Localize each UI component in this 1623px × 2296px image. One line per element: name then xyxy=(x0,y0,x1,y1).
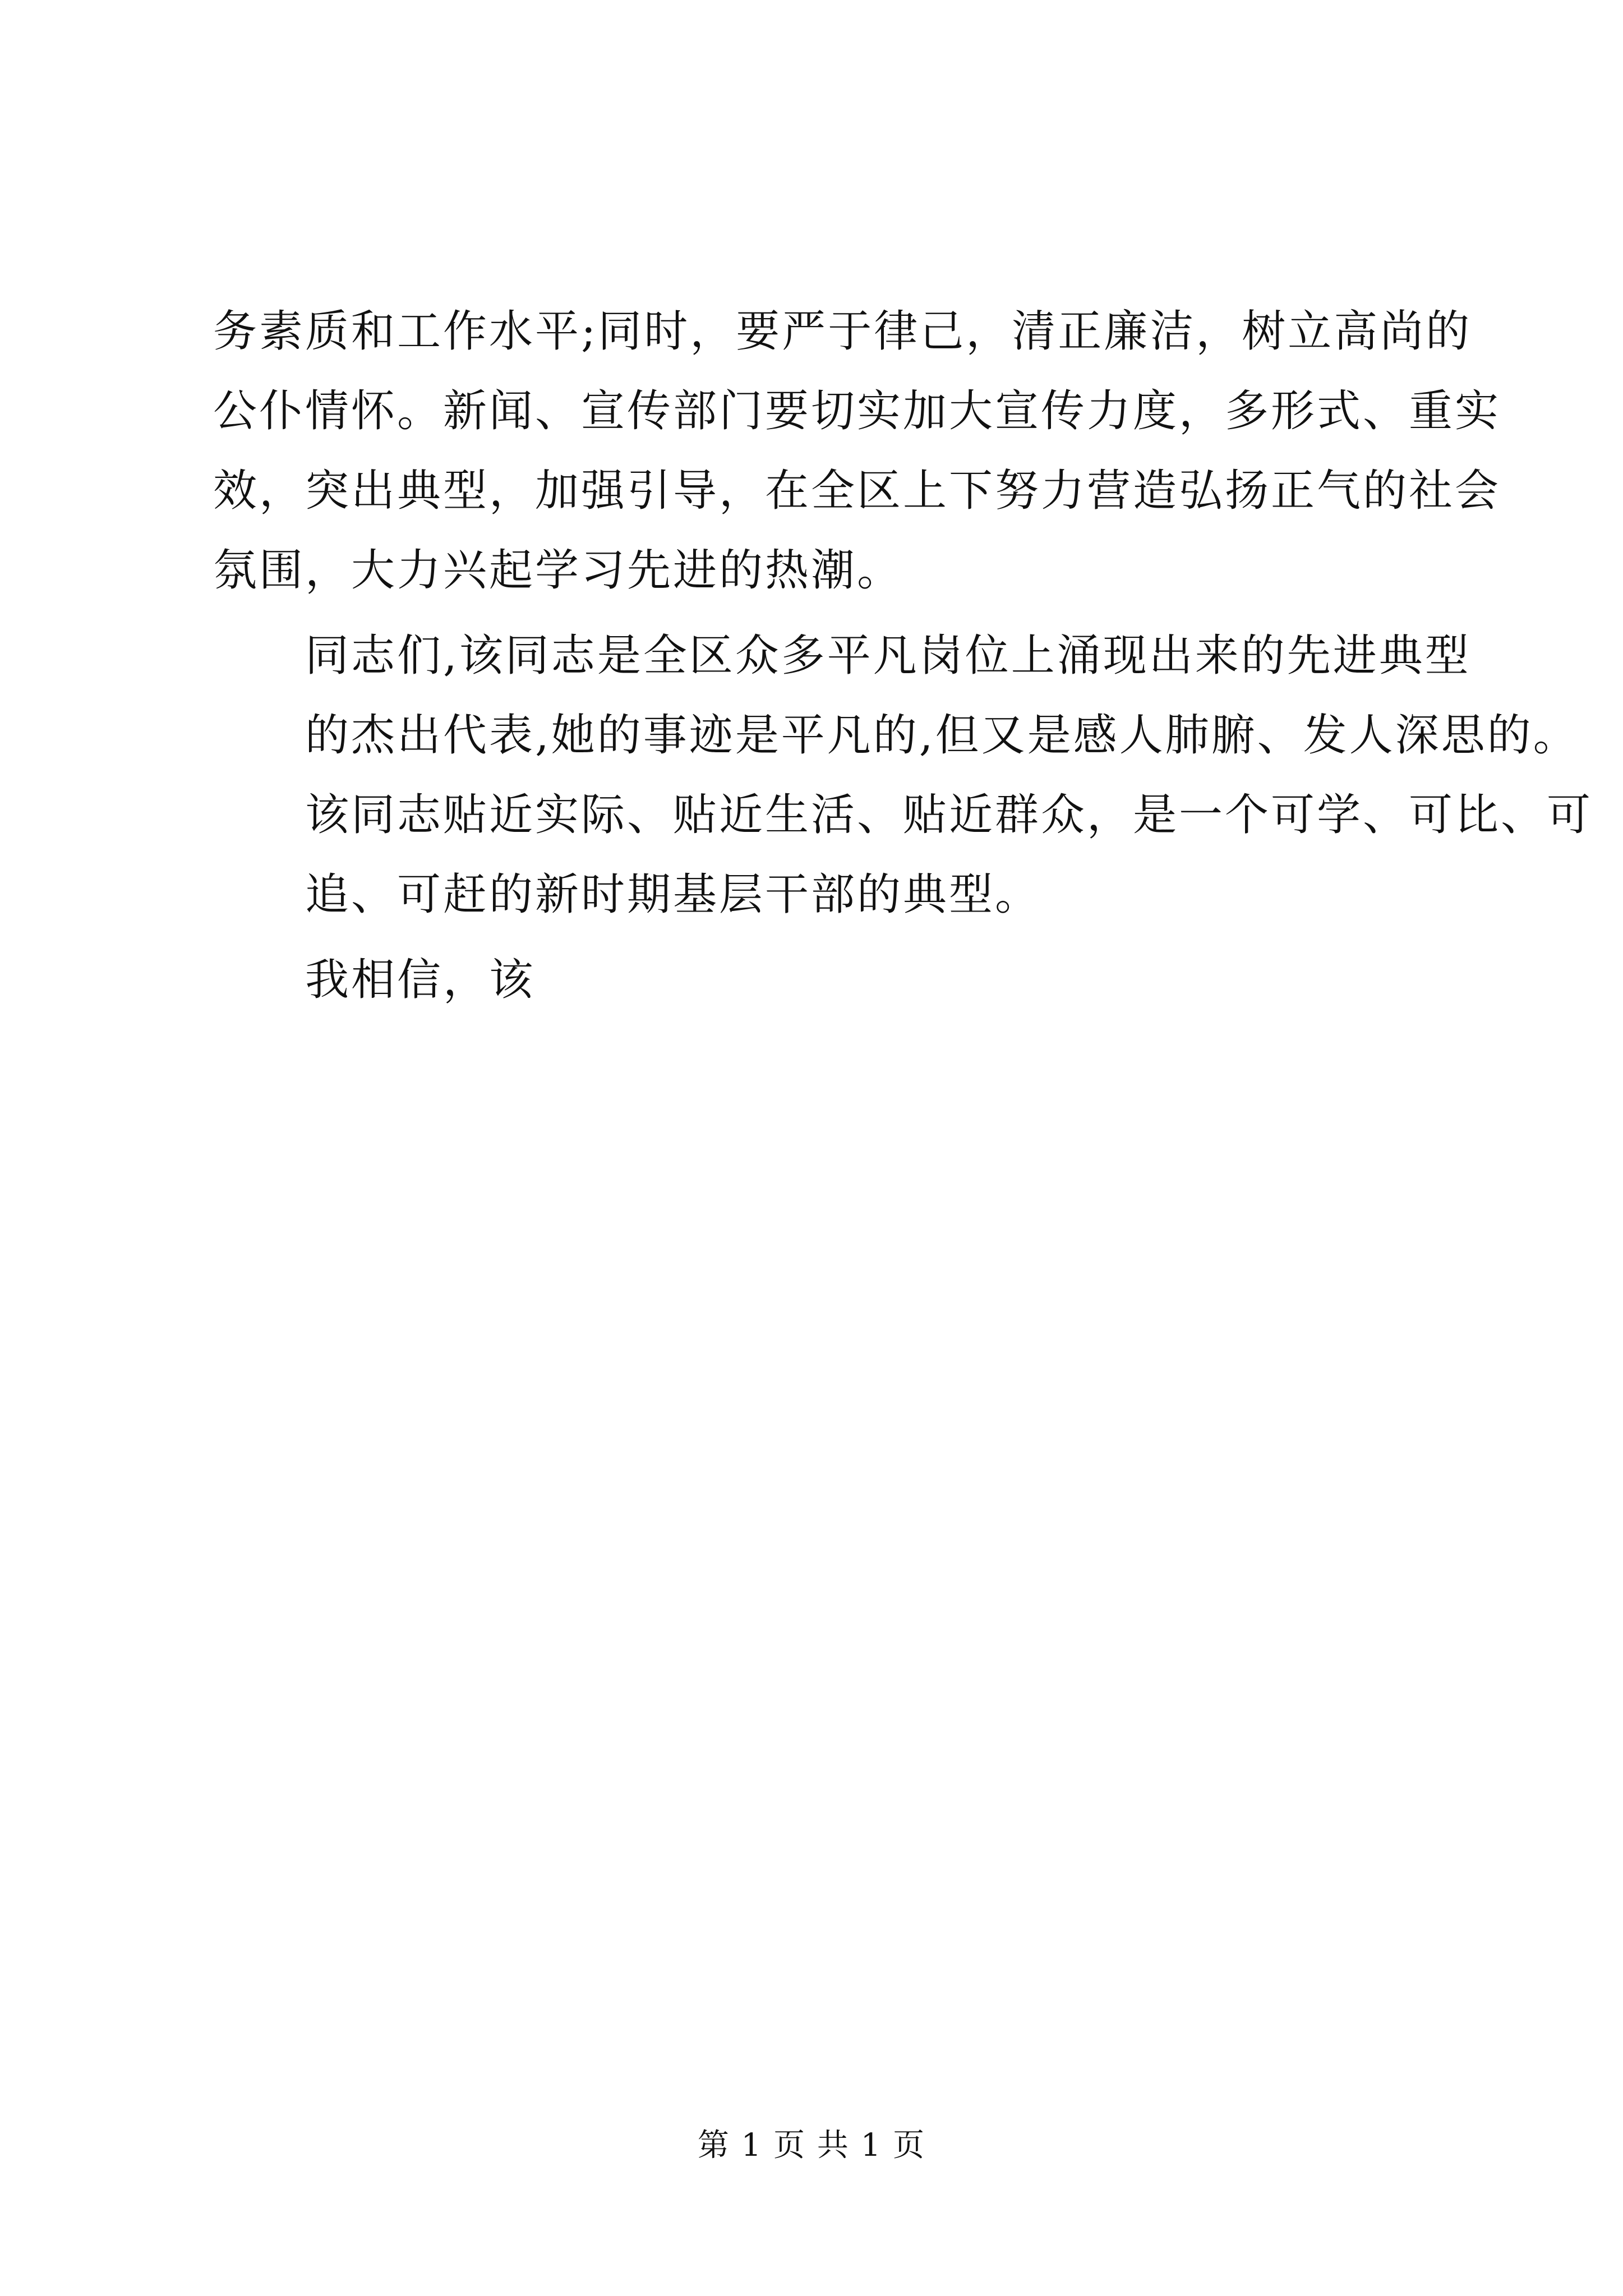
page-number: 第 1 页 共 1 页 xyxy=(697,2127,926,2164)
paragraph-3 xyxy=(213,940,1413,1020)
paragraph-line: 的杰出代表,她的事迹是平凡的,但又是感人肺腑、发人深思的。 xyxy=(305,710,1579,761)
paragraph-line: 务素质和工作水平;同时，要严于律己，清正廉洁，树立高尚的 xyxy=(213,306,1472,357)
document-body xyxy=(213,292,1593,1025)
paragraph-line: 氛围，大力兴起学习先进的热潮。 xyxy=(213,545,903,596)
paragraph-line: 该同志贴近实际、贴近生活、贴近群众，是一个可学、可比、可 xyxy=(305,790,1593,840)
page-footer xyxy=(0,2126,1623,2165)
paragraph-2 xyxy=(213,616,1593,935)
paragraph-line: 我相信，该 xyxy=(305,955,536,1005)
paragraph-line: 追、可赶的新时期基层干部的典型。 xyxy=(305,869,1041,920)
paragraph-line: 公仆情怀。新闻、宣传部门要切实加大宣传力度，多形式、重实 xyxy=(213,386,1501,436)
paragraph-line: 同志们,该同志是全区众多平凡岗位上涌现出来的先进典型 xyxy=(305,631,1471,681)
paragraph-line: 效，突出典型，加强引导，在全区上下努力营造弘扬正气的社会 xyxy=(213,466,1501,516)
paragraph-1 xyxy=(213,292,1501,610)
